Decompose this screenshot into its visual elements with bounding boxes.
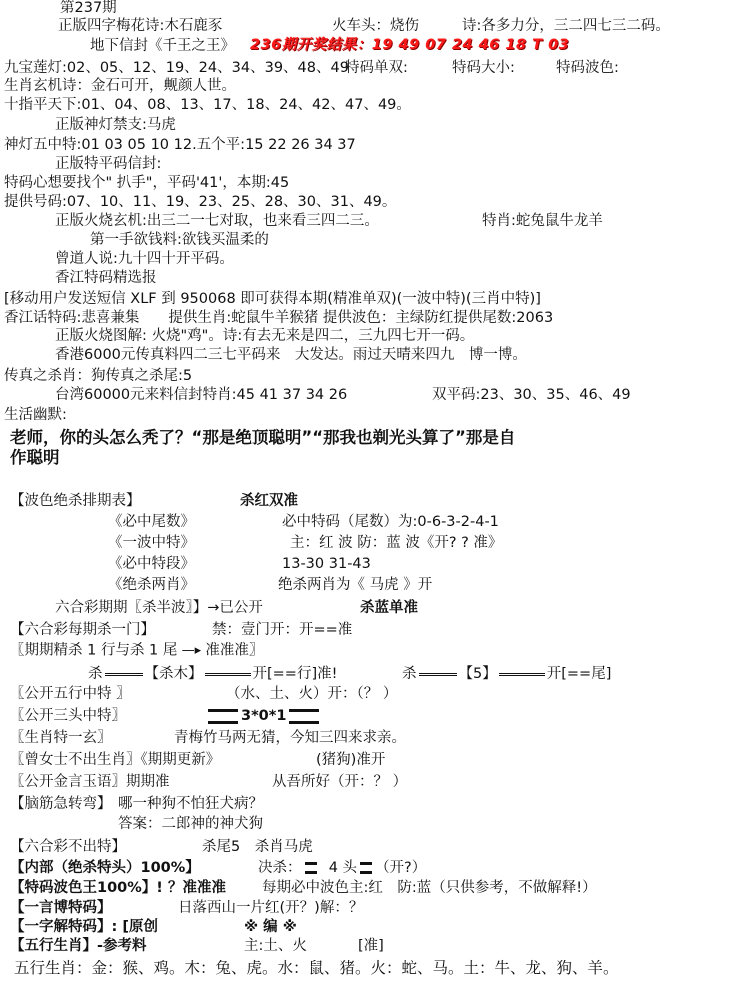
one-char-label: 【一字解特码】: [原创	[10, 919, 158, 935]
kill-element-tail: 〖期期精杀 1 行与杀 1 尾 —▸ 准准准〗	[10, 642, 264, 659]
color-label: 特码波色:	[556, 60, 619, 76]
five-elements-zodiac-tag: [准]	[358, 938, 384, 954]
draw-result: 236期开奖结果：19 49 07 24 46 18 T 03	[250, 37, 570, 53]
taoist-saying: 曾道人说:九十四十开平码。	[55, 251, 234, 267]
one-word-label: 【一言博特码】	[10, 900, 112, 916]
brain-teaser-label: 【脑筋急转弯】	[10, 796, 112, 812]
size-label: 特码大小:	[452, 60, 515, 76]
double-bar-icon	[360, 862, 372, 874]
arrow-icon: —▸	[181, 643, 202, 658]
humor-label: 生活幽默:	[4, 407, 67, 423]
issue-number: 第237期	[60, 0, 117, 16]
three-head-value: 3*0*1	[205, 708, 322, 725]
lotus-lamp-numbers: 九宝莲灯:02、05、12、19、24、34、39、48、49	[4, 60, 349, 76]
flat-code-envelope: 正版特平码信封:	[55, 156, 162, 172]
odd-even-label: 特码单双:	[345, 60, 408, 76]
color-king-label: 【特码波色王100%】! ？准准准	[10, 880, 226, 896]
must-segment-label: 《必中特段》	[108, 556, 195, 572]
kill-half-wave: 六合彩期期〖杀半波〗】→已公开	[55, 600, 263, 616]
color-kill-table-title: 【波色绝杀排期表】	[10, 493, 141, 509]
must-tail-label: 《必中尾数》	[108, 514, 195, 530]
kill-one-door-label: 【六合彩每期杀一门】	[10, 622, 155, 638]
kill-two-value: 绝杀两肖为《 马虎 》开	[278, 577, 433, 593]
ten-finger-numbers: 十指平天下:01、04、08、13、17、18、24、42、47、49。	[4, 97, 411, 113]
double-line-divider	[419, 673, 457, 676]
double-line-divider	[205, 673, 251, 676]
five-elements-list: 五行生肖：金：猴、鸡。木：兔、虎。水：鼠、猪。火：蛇、马。土：牛、龙、狗、羊。	[14, 959, 619, 977]
one-color-label: 《一波中特》	[108, 535, 195, 551]
no-special-label: 【六合彩不出特】	[10, 839, 126, 855]
fax-kill: 传真之杀肖：狗传真之杀尾:5	[4, 368, 193, 384]
golden-words-value: 从吾所好（开：？ ）	[272, 774, 408, 790]
triple-bar-icon	[208, 709, 238, 724]
lamp-five-special: 神灯五中特:01 03 05 10 12.五个平:15 22 26 34 37	[4, 137, 356, 153]
must-tail-value: 必中特码（尾数）为:0-6-3-2-4-1	[282, 514, 499, 530]
kill-wood-row: 杀 【杀木】 开[==行]准!	[88, 666, 338, 682]
kill-two-label: 《绝杀两肖》	[108, 577, 195, 593]
provided-numbers: 提供号码:07、10、11、19、23、25、28、30、31、49。	[4, 194, 397, 210]
hk-special-code: 香江话特码:悲喜兼集 提供生肖:蛇鼠牛羊猴猪 提供波色：主绿防红提供尾数:2063	[4, 310, 554, 326]
internal-kill-label: 【内部（绝杀特头）100%】	[10, 860, 200, 876]
fire-mystery: 正版火烧玄机:出三二一七对取，也来看三四二三。	[55, 213, 379, 229]
ms-zeng-value: (猪狗)准开	[316, 752, 386, 768]
triple-bar-icon	[289, 709, 319, 724]
lamp-ban: 正版神灯禁支:马虎	[55, 117, 176, 133]
zodiac-mystery-label: 〖生肖特一玄〗	[10, 730, 112, 746]
taiwan-material: 台湾60000元来料信封特肖:45 41 37 34 26	[55, 387, 348, 403]
five-element-value: （水、土、火）开：（？ ）	[226, 686, 398, 702]
joke-line-1: 老师，你的头怎么秃了？“那是绝顶聪明”“那我也剃光头算了”那是自	[10, 428, 516, 447]
double-bar-icon	[305, 862, 317, 874]
kill-red-double: 杀红双准	[240, 493, 298, 509]
special-code-hint: 特码心想要找个" 扒手"，平码'41'，本期:45	[4, 175, 290, 191]
five-elements-zodiac-main: 主:土、火	[244, 938, 307, 954]
double-flat-code: 双平码:23、30、35、46、49	[432, 387, 631, 403]
five-elements-zodiac-label: 【五行生肖】-参考料	[10, 938, 147, 954]
zodiac-poem: 生肖玄机诗：金石可开，觍颜人世。	[4, 78, 236, 94]
one-color-value: 主：红 波 防：蓝 波《开? ? 准》	[290, 535, 503, 551]
underground-envelope: 地下信封《千王之王》	[90, 38, 235, 54]
special-zodiac: 特肖:蛇兔鼠牛龙羊	[482, 213, 603, 229]
three-head-label: 〖公开三头中特〗	[10, 708, 126, 724]
one-word-value: 日落西山一片红(开？)解：？	[178, 900, 364, 916]
train-head: 火车头：烧伤	[332, 18, 419, 34]
plum-poem: 正版四字梅花诗:木石鹿豕	[58, 18, 223, 34]
fire-diagram: 正版火烧图解: 火烧"鸡"。诗:有去无来是四二，三九四七开一码。	[55, 328, 475, 344]
poem-line: 诗:各多力分，三二四七三二码。	[462, 18, 670, 34]
color-king-value: 每期必中波色主:红 防:蓝（只供参考，不做解释!）	[262, 880, 597, 896]
hk-report-title: 香江特码精选报	[55, 270, 157, 286]
internal-kill-value: 决杀： 4 头 （开?）	[258, 860, 427, 876]
golden-words-label: 〖公开金言玉语〗期期准	[10, 774, 170, 790]
hk-fax-material: 香港6000元传真料四二三七平码来 大发达。雨过天晴来四九 博一博。	[55, 347, 527, 363]
first-hand-clue: 第一手欲钱料:欲钱买温柔的	[90, 232, 269, 248]
joke-line-2: 作聪明	[10, 448, 60, 467]
brain-teaser-question: 哪一种狗不怕狂犬病？	[118, 796, 263, 812]
zodiac-mystery-value: 青梅竹马两无猜，今知三四来求亲。	[174, 730, 406, 746]
kill-blue-single: 杀蓝单准	[360, 600, 418, 616]
double-line-divider	[499, 673, 545, 676]
ms-zeng-label: 〖曾女士不出生肖〗《期期更新》	[10, 752, 221, 768]
sms-promo: [移动用户发送短信 XLF 到 950068 即可获得本期(精准单双)(一波中特)(三肖中特)]	[4, 291, 541, 307]
double-line-divider	[105, 673, 143, 676]
no-special-value: 杀尾5 杀肖马虎	[202, 839, 313, 855]
kill-tail-row: 杀 【5】 开[==尾]	[402, 666, 612, 682]
brain-teaser-answer: 答案：二郎神的神犬狗	[118, 816, 263, 832]
kill-one-door-value: 禁：壹门开：开==准	[212, 622, 353, 638]
one-char-value: ※ 编 ※	[244, 919, 297, 935]
must-segment-value: 13-30 31-43	[282, 556, 371, 572]
five-element-label: 〖公开五行中特 〗	[10, 686, 131, 702]
